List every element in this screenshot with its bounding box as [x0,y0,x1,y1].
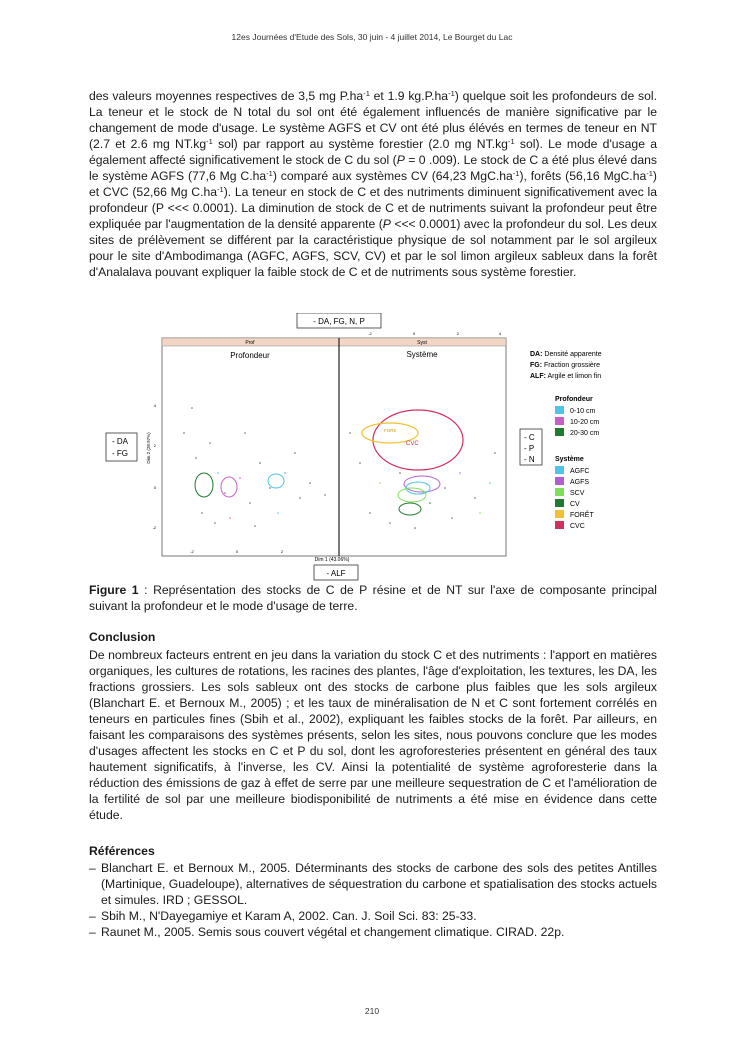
right-annotation-3: - N [524,455,535,464]
legend-systeme-label: SCV [570,490,585,497]
right-panel-title: Système [406,350,438,359]
right-annotation-2: - P [524,444,535,453]
legend-systeme-label: AGFS [570,479,590,486]
y-axis-label: Dim 2 (28.97%) [146,432,151,464]
legend-profondeur-label: 0-10 cm [570,408,596,415]
legend-systeme-swatch [555,466,564,474]
y-tick: 4 [153,403,156,408]
legend-systeme-title: Système [555,456,584,463]
right-strip-label: Syst [417,340,427,346]
legend-systeme-swatch [555,488,564,496]
x-axis-label: Dim 1 (43.06%) [314,557,350,563]
conclusion-text: De nombreux facteurs entrent en jeu dans la variation du stock C et des nutriments : l'apport en matières organiques, les cultures de rotations, les racines des plantes, l'âge d'exploitation, les textures, les DA, les fractions grossiers. Les sols sableux ont des stocks de carbone plus faibles que les sols argileux (Blanchart E. et Bernoux M., 2005) ; et les taux de minéralisation de N et C sont fortement corrélés en teneurs en particules fines (Sbih et al., 2002), expliquant les faibles stocks de la forêt. Par ailleurs, en faisant les comparaisons des systèmes présents, selon les sites, nous pouvons conclure que les modes d'usages affectent les stocks en C et P du sol, dont les agroforesteries présentent en général des taux hautement significatifs, à l'inverse, les CV. Ainsi la potentialité de système agroforesterie dans la réduction des émissions de gaz à effet de serre par une meilleure sequestration de C et l'amélioration de la fertilité de sol par une meilleure biodisponibilité de nutriments a été mise en évidence dans cette étude. [89,648,657,822]
legend-systeme-swatch [555,477,564,485]
references-list [89,860,657,940]
legend-systeme-label: AGFC [570,468,590,475]
foret-cluster-label: FORE [384,428,397,433]
results-paragraph: des valeurs moyennes respectives de 3,5 mg $P.ha^{-1}$ et 1.9 $kg.P.ha^{-1}$) quelque soit les profondeurs de sol. La teneur et le stock de N total du sol ont été également influencés de manière significative par le changement de mode d'usage. Le système AGFS et CV ont été plus élévés en termes de teneur en NT (2.7 et 2.6 mg $NT.kg^{-1}$ sol) par rapport au système forestier (2.0 mg $NT.kg^{-1}$ sol). Le mode d'usage a également affecté significativement le stock de C du sol (P = 0 .009). Le stock de C a été plus élevé dans le système AGFS (77,6 Mg $C.ha^{-1}$) comparé aux systèmes CV (64,23 $MgC.ha^{-1}$), forêts (56,16 $MgC.ha^{-1}$) et CVC (52,66 Mg $C.ha^{-1}$). La teneur en stock de C et des nutriments diminuent significativement avec la profondeur (P <<< 0.0001). La diminution de stock de C et de nutriments suivant la profondeur peut être expliquée par l'augmentation de la densité apparente (P <<< 0.0001) avec la profondeur du sol. Les deux sites de prélèvement se différent par la caractéristique physique de sol notamment par le sol argileux pour le site d'Ambodimanga (AGFC, AGFS, SCV, CV) et par le sol limon argileux sableux dans la forêt d'Analalava pouvant expliquer la faible stock de C et de nutriments sous système forestier. [89,89,657,279]
right-annotation-1: - C [524,433,535,442]
left-annotation-2: - FG [112,449,128,458]
legend-abbrev: DA: Densité apparente [530,351,602,358]
top-tick: 2 [456,331,460,336]
cvc-cluster-label: CVC [406,441,419,447]
left-panel-title: Profondeur [230,351,270,360]
legend-systeme-label: FORÊT [570,512,594,519]
legend-profondeur-label: 10-20 cm [570,419,600,426]
reference-item: – Blanchart E. et Bernoux M., 2005. Déterminants des stocks de carbone des sols des petites Antilles (Martinique, Guadeloupe), alternatives de séquestration du carbone et spatialisation des stocks actuels et simules. IRD ; GESSOL. [89,860,657,908]
legend-systeme-label: CVC [570,523,585,530]
y-tick: 2 [153,443,156,448]
left-strip-label: Prof [245,340,255,346]
pca-figure [100,313,645,583]
figure-caption-label: Figure 1 [89,583,139,597]
plot-frame [162,338,506,556]
running-head: 12es Journées d'Etude des Sols, 30 juin - 4 juillet 2014, Le Bourget du Lac [231,32,513,42]
x-tick: -2 [190,549,194,554]
references-heading: Références [89,844,155,858]
figure-caption: Figure 1 : Représentation des stocks de C de P résine et de NT sur l'axe de composante principal suivant la profondeur et le mode d'usage de terre. [89,583,657,613]
legend-profondeur-swatch [555,428,564,436]
bottom-annotation: - ALF [326,569,346,578]
x-tick: 2 [280,549,284,554]
legend-profondeur-label: 20-30 cm [570,430,600,437]
legend-abbrev: ALF: Argile et limon fin [530,373,602,380]
y-tick: -2 [152,525,156,530]
legend-profondeur-swatch [555,406,564,414]
top-tick: 0 [412,331,416,336]
legend-systeme-swatch [555,510,564,518]
reference-item: – Sbih M., N'Dayegamiye et Karam A, 2002. Can. J. Soil Sci. 83: 25-33. [89,908,657,924]
conclusion-heading: Conclusion [89,630,156,644]
legend-profondeur-title: Profondeur [555,396,593,403]
legend-systeme-label: CV [570,501,580,508]
x-tick: 0 [235,549,239,554]
top-tick: 4 [498,331,502,336]
page-number: 210 [364,1006,380,1016]
legend-systeme-swatch [555,499,564,507]
reference-item: – Raunet M., 2005. Semis sous couvert végétal et changement climatique. CIRAD. 22p. [89,924,657,940]
left-annotation-1: - DA [112,437,128,446]
legend-profondeur-swatch [555,417,564,425]
y-tick: 0 [153,485,156,490]
legend-systeme-swatch [555,521,564,529]
legend-abbrev: FG: Fraction grossière [530,362,601,369]
top-tick: -2 [368,331,372,336]
top-annotation: - DA, FG, N, P [313,317,365,326]
